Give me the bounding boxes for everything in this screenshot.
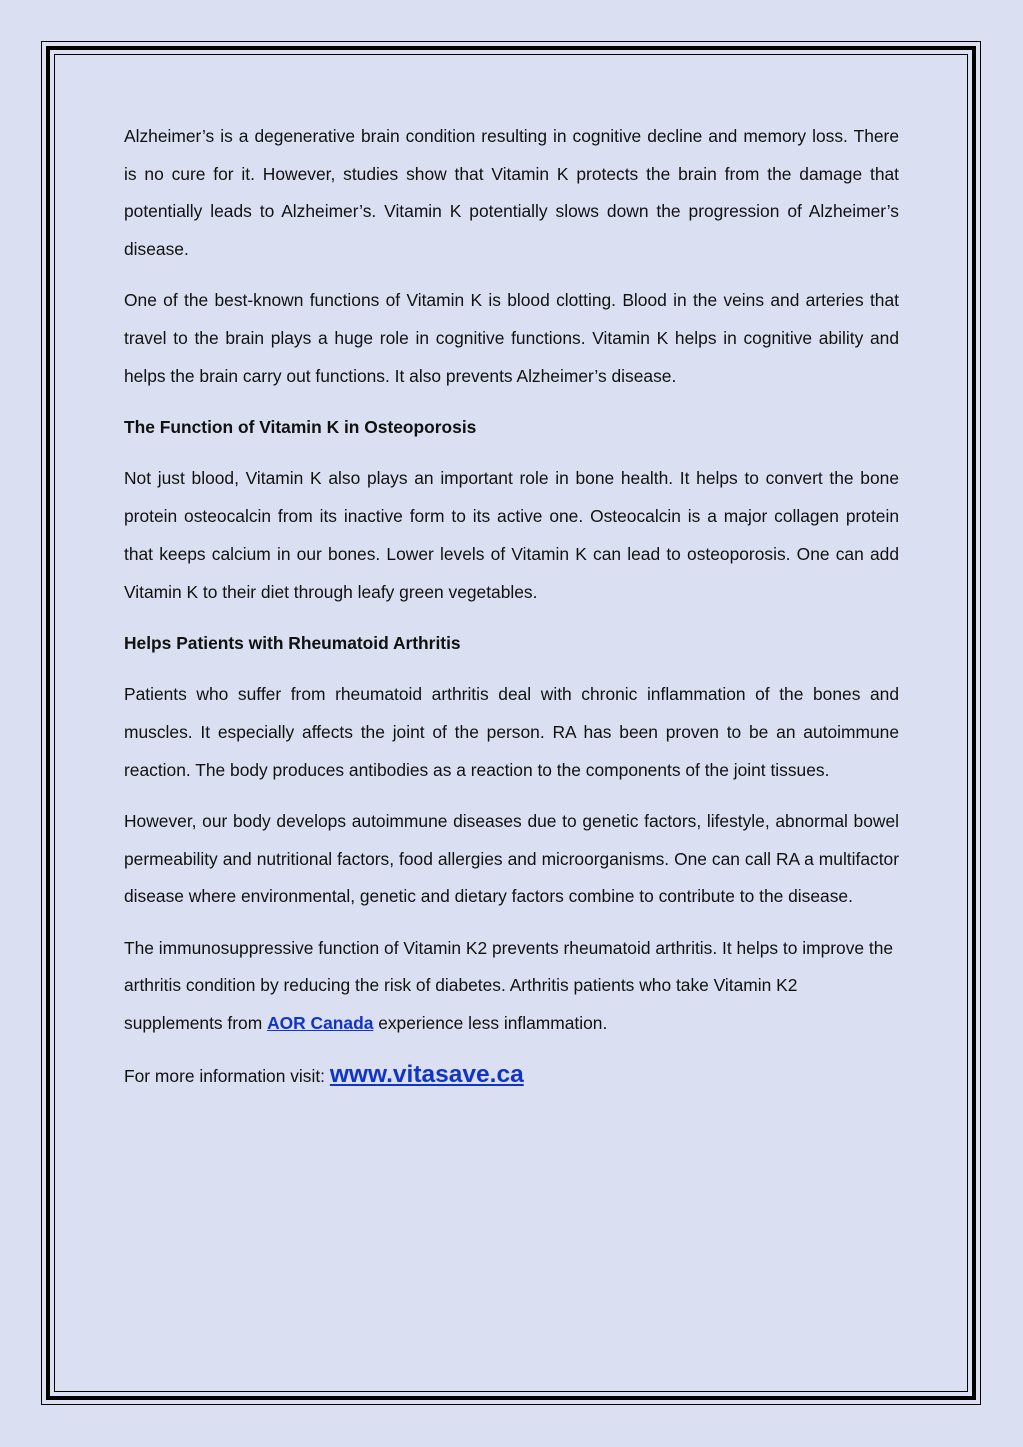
- paragraph-arthritis-intro: Patients who suffer from rheumatoid arthritis deal with chronic inflammation of the bones and muscles. It especially affects the joint of the person. RA has been proven to be an autoimmune reaction. The body produces antibodies as a reaction to the components of the joint tissues.: [124, 684, 899, 780]
- paragraph-bone-health: Not just blood, Vitamin K also plays an important role in bone health. It helps to convert the bone protein osteocalcin from its inactive form to its active one. Osteocalcin is a major collagen protein that keeps calcium in our bones. Lower levels of Vitamin K can lead to osteoporosis. One can add Vitamin K to their diet through leafy green vegetables.: [124, 468, 899, 602]
- paragraph-vitamin-k2-tail: experience less inflammation.: [373, 1012, 608, 1033]
- paragraph-alzheimers-intro: Alzheimer’s is a degenerative brain condition resulting in cognitive decline and memory loss. There is no cure for it. However, studies show that Vitamin K protects the brain from the damage that potentially leads to Alzheimer’s. Vitamin K potentially slows down the progression of Alzheimer’s disease.: [124, 126, 899, 260]
- heading-osteoporosis: The Function of Vitamin K in Osteoporosis: [124, 417, 477, 438]
- paragraph-vitamin-k2: [124, 930, 899, 1043]
- paragraph-vitamin-k2-text: The immunosuppressive function of Vitamin K2 prevents rheumatoid arthritis. It helps to improve the arthritis condition by reducing the risk of diabetes. Arthritis patients who take Vitamin K2 supplements from: [124, 937, 894, 1033]
- paragraph-autoimmune-causes: However, our body develops autoimmune diseases due to genetic factors, lifestyle, abnormal bowel permeability and nutritional factors, food allergies and microorganisms. One can call RA a multifactor disease where environmental, genetic and dietary factors combine to contribute to the disease.: [124, 810, 899, 907]
- document-body: [124, 118, 899, 1096]
- paragraph-blood-clotting: One of the best-known functions of Vitamin K is blood clotting. Blood in the veins and arteries that travel to the brain plays a huge role in cognitive functions. Vitamin K helps in cognitive ability and helps the brain carry out functions. It also prevents Alzheimer’s disease.: [124, 290, 899, 386]
- heading-rheumatoid-arthritis: Helps Patients with Rheumatoid Arthritis: [124, 632, 461, 653]
- aor-canada-link[interactable]: AOR Canada: [267, 1012, 374, 1033]
- more-info-label: For more information visit:: [124, 1066, 330, 1087]
- vitasave-link[interactable]: www.vitasave.ca: [329, 1061, 524, 1089]
- more-info-line: [124, 1056, 899, 1096]
